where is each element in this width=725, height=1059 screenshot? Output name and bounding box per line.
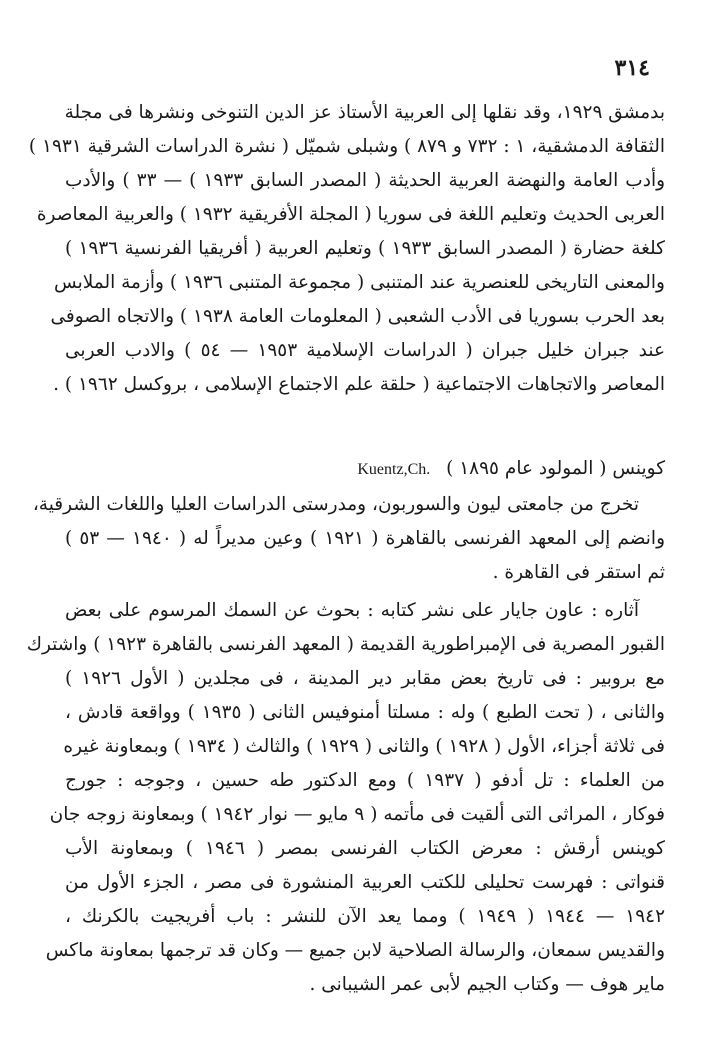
text-line: والقديس سمعان، والرسالة الصلاحية لابن جميع — وكان قد ترجمها بمعاونة ماكس <box>45 940 665 961</box>
text-line: بدمشق ١٩٢٩، وقد نقلها إلى العربية الأستاذ عز الدين التنوخى ونشرها فى مجلة <box>64 102 665 123</box>
text-line: ١٩٤٢ — ١٩٤٤ ( ١٩٤٩ ) ومما يعد الآن للنشر : باب أفريجيت بالكرنك ، <box>65 906 666 927</box>
text-line: والثانى ، ( تحت الطبع ) وله : مسلتا أمنوفيس الثانى ( ١٩٣٥ ) وواقعة قادش ، <box>65 702 665 723</box>
entry-heading <box>65 452 665 486</box>
page-number: ٣١٤ <box>614 55 650 81</box>
paragraph-works <box>26 594 666 1002</box>
text-line: آثاره : عاون جايار على نشر كتابه : بحوث عن السمك المرسوم على بعض <box>65 600 639 621</box>
text-line: العربى الحديث وتعليم اللغة فى سوريا ( المجلة الأفريقية ١٩٣٢ ) والعربية المعاصرة <box>36 204 665 225</box>
text-line: فوكار ، المراثى التى ألقيت فى مأتمه ( ٩ مايو — نوار ١٩٤٢ ) وبمعاونة زوجه جان <box>49 804 665 825</box>
text-line: ماير هوف — وكتاب الجيم لأبى عمر الشيبانى . <box>309 974 665 995</box>
text-line: قنواتى : فهرست تحليلى للكتب العربية المنشورة فى مصر ، الجزء الأول من <box>65 872 665 893</box>
text-line: عند جبران خليل جبران ( الدراسات الإسلامية ١٩٥٣ — ٥٤ ) والادب العربى <box>65 340 665 361</box>
text-line: ثم استقر فى القاهرة . <box>492 562 665 583</box>
text-line: والمعنى التاريخى للعنصرية عند المتنبى ( مجموعة المتنبى ١٩٣٦ ) وأزمة الملابس <box>54 272 665 293</box>
text-line: تخرج من جامعتى ليون والسوربون، ومدرستى الدراسات العليا واللغات الشرقية، <box>32 494 639 515</box>
entry-name: كوينس ( المولود عام ١٨٩٥ ) <box>446 458 665 479</box>
paragraph-bibliography-continued <box>28 96 666 402</box>
text-line: مع بروبير : فى تاريخ بعض مقابر دير المدينة ، فى مجلدين ( الأول ١٩٢٦ ) <box>65 668 665 689</box>
text-line: كلغة حضارة ( المصدر السابق ١٩٣٣ ) وتعليم العربية ( أفريقيا الفرنسية ١٩٣٦ ) <box>65 238 665 259</box>
text-line: المعاصر والاتجاهات الاجتماعية ( حلقة علم الاجتماع الإسلامى ، بروكسل ١٩٦٢ ) . <box>53 374 665 395</box>
text-line: القبور المصرية فى الإمبراطورية القديمة ( المعهد الفرنسى بالقاهرة ١٩٢٣ ) واشترك <box>26 634 665 655</box>
paragraph-biography <box>32 488 666 590</box>
text-line: من العلماء : تل أدفو ( ١٩٣٧ ) ومع الدكتور طه حسين ، وجوجه : جورج <box>65 770 665 791</box>
text-line: وانضم إلى المعهد الفرنسى بالقاهرة ( ١٩٢١ ) وعين مديراً له ( ١٩٤٠ — ٥٣ ) <box>65 528 666 549</box>
text-line: كوينس أرقش : معرض الكتاب الفرنسى بمصر ( ١٩٤٦ ) وبمعاونة الأب <box>65 838 665 859</box>
text-line: وأدب العامة والنهضة العربية الحديثة ( المصدر السابق ١٩٣٣ ) — ٣٣ ) والأدب <box>65 170 666 191</box>
entry-latin-name: Kuentz,Ch. <box>357 461 431 478</box>
text-line: الثقافة الدمشقية، ١ : ٧٣٢ و ٨٧٩ ) وشبلى شميّل ( نشرة الدراسات الشرقية ١٩٣١ ) <box>28 136 665 157</box>
text-line: فى ثلاثة أجزاء، الأول ( ١٩٢٨ ) والثانى ( ١٩٢٩ ) والثالث ( ١٩٣٤ ) وبمعاونة غيره <box>63 736 665 757</box>
text-line: بعد الحرب بسوريا فى الأدب الشعبى ( المعلومات العامة ١٩٣٨ ) والاتجاه الصوفى <box>50 306 665 327</box>
